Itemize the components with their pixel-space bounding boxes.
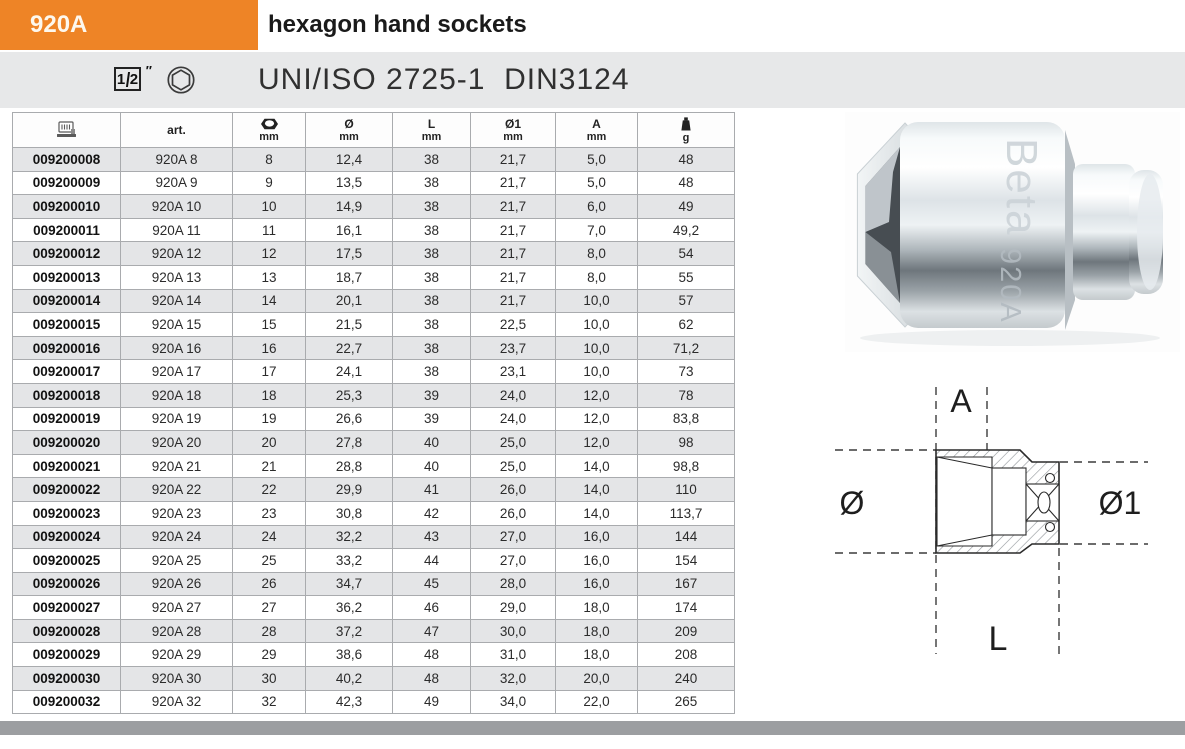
cell-diameter: 37,2 [306, 619, 393, 643]
cell-a: 14,0 [556, 454, 638, 478]
cell-diameter: 26,6 [306, 407, 393, 431]
cell-diameter1: 21,7 [471, 148, 556, 172]
cell-diameter1: 34,0 [471, 690, 556, 714]
barcode-icon [55, 121, 79, 138]
cell-a: 20,0 [556, 667, 638, 691]
table-row [13, 171, 735, 195]
cell-diameter: 22,7 [306, 336, 393, 360]
cell-size: 8 [233, 148, 306, 172]
cell-length: 38 [393, 171, 471, 195]
table-row [13, 407, 735, 431]
cell-diameter1: 27,0 [471, 525, 556, 549]
cell-code: 009200013 [13, 265, 121, 289]
cell-code: 009200029 [13, 643, 121, 667]
cell-size: 11 [233, 218, 306, 242]
cell-size: 17 [233, 360, 306, 384]
cell-diameter1: 21,7 [471, 289, 556, 313]
cell-a: 6,0 [556, 195, 638, 219]
cell-weight: 113,7 [638, 501, 735, 525]
table-row [13, 478, 735, 502]
cell-size: 26 [233, 572, 306, 596]
cell-code: 009200028 [13, 619, 121, 643]
cell-code: 009200026 [13, 572, 121, 596]
cell-diameter: 14,9 [306, 195, 393, 219]
cell-size: 10 [233, 195, 306, 219]
cell-a: 14,0 [556, 501, 638, 525]
cell-art: 920A 26 [121, 572, 233, 596]
cell-diameter: 33,2 [306, 549, 393, 573]
cell-code: 009200009 [13, 171, 121, 195]
cell-diameter: 24,1 [306, 360, 393, 384]
cell-weight: 98 [638, 431, 735, 455]
label-l: L [988, 620, 1008, 658]
cell-size: 18 [233, 383, 306, 407]
cell-art: 920A 21 [121, 454, 233, 478]
table-header [13, 113, 735, 148]
cell-weight: 71,2 [638, 336, 735, 360]
cell-weight: 174 [638, 596, 735, 620]
cell-length: 38 [393, 218, 471, 242]
cell-code: 009200025 [13, 549, 121, 573]
cell-code: 009200024 [13, 525, 121, 549]
column-header-diameter: Ø mm [306, 113, 393, 148]
cell-diameter1: 27,0 [471, 549, 556, 573]
cell-size: 15 [233, 313, 306, 337]
cell-a: 18,0 [556, 596, 638, 620]
cell-code: 009200032 [13, 690, 121, 714]
cell-art: 920A 24 [121, 525, 233, 549]
cell-art: 920A 10 [121, 195, 233, 219]
cell-a: 14,0 [556, 478, 638, 502]
page-title: hexagon hand sockets [268, 11, 527, 38]
cell-art: 920A 23 [121, 501, 233, 525]
cell-code: 009200018 [13, 383, 121, 407]
cell-diameter: 36,2 [306, 596, 393, 620]
hexagon-profile-icon [166, 65, 196, 95]
product-code-banner [0, 0, 258, 50]
table-row [13, 596, 735, 620]
cell-size: 9 [233, 171, 306, 195]
cell-code: 009200015 [13, 313, 121, 337]
cell-a: 10,0 [556, 336, 638, 360]
cell-a: 8,0 [556, 265, 638, 289]
cell-diameter: 17,5 [306, 242, 393, 266]
cell-weight: 49 [638, 195, 735, 219]
cell-a: 10,0 [556, 313, 638, 337]
column-header-diameter1: Ø1 mm [471, 113, 556, 148]
cell-diameter1: 21,7 [471, 242, 556, 266]
cell-a: 10,0 [556, 289, 638, 313]
cell-weight: 110 [638, 478, 735, 502]
cell-length: 40 [393, 454, 471, 478]
cell-weight: 49,2 [638, 218, 735, 242]
cell-size: 21 [233, 454, 306, 478]
cell-size: 30 [233, 667, 306, 691]
cell-a: 8,0 [556, 242, 638, 266]
cell-weight: 55 [638, 265, 735, 289]
cell-diameter1: 24,0 [471, 383, 556, 407]
table-row [13, 501, 735, 525]
cell-length: 38 [393, 313, 471, 337]
cell-code: 009200030 [13, 667, 121, 691]
cell-diameter: 34,7 [306, 572, 393, 596]
cell-length: 42 [393, 501, 471, 525]
product-photo [845, 112, 1180, 352]
cell-length: 39 [393, 407, 471, 431]
cell-art: 920A 28 [121, 619, 233, 643]
cell-size: 16 [233, 336, 306, 360]
cell-length: 48 [393, 667, 471, 691]
cell-size: 32 [233, 690, 306, 714]
cell-art: 920A 17 [121, 360, 233, 384]
footer-bar [0, 721, 1185, 735]
cell-a: 12,0 [556, 407, 638, 431]
column-header-length: L mm [393, 113, 471, 148]
cell-length: 39 [393, 383, 471, 407]
cell-diameter: 13,5 [306, 171, 393, 195]
cell-size: 22 [233, 478, 306, 502]
cell-art: 920A 12 [121, 242, 233, 266]
cell-length: 38 [393, 360, 471, 384]
label-d1: Ø1 [1098, 485, 1142, 521]
cell-diameter: 25,3 [306, 383, 393, 407]
cell-diameter1: 25,0 [471, 454, 556, 478]
fraction-bar [126, 72, 130, 87]
drive-numerator: 1 [116, 70, 126, 88]
cell-art: 920A 13 [121, 265, 233, 289]
socket-drive-end [1073, 164, 1135, 300]
cell-a: 5,0 [556, 148, 638, 172]
cell-size: 13 [233, 265, 306, 289]
cell-code: 009200010 [13, 195, 121, 219]
table-row [13, 383, 735, 407]
cell-weight: 54 [638, 242, 735, 266]
cell-diameter1: 31,0 [471, 643, 556, 667]
table-row [13, 336, 735, 360]
cell-length: 38 [393, 242, 471, 266]
cell-a: 18,0 [556, 643, 638, 667]
table-row [13, 313, 735, 337]
cell-code: 009200008 [13, 148, 121, 172]
cell-art: 920A 27 [121, 596, 233, 620]
spec-table [12, 112, 735, 714]
table-row [13, 525, 735, 549]
cell-length: 45 [393, 572, 471, 596]
column-header-a: A mm [556, 113, 638, 148]
cell-length: 38 [393, 195, 471, 219]
cell-a: 10,0 [556, 360, 638, 384]
table-row [13, 431, 735, 455]
hex-nut-icon [260, 118, 279, 130]
table-body [13, 148, 735, 714]
table-row [13, 360, 735, 384]
cell-a: 5,0 [556, 171, 638, 195]
cell-a: 12,0 [556, 383, 638, 407]
cell-diameter: 12,4 [306, 148, 393, 172]
table-row [13, 195, 735, 219]
cell-art: 920A 22 [121, 478, 233, 502]
table-row [13, 572, 735, 596]
cell-diameter1: 21,7 [471, 265, 556, 289]
cell-diameter1: 29,0 [471, 596, 556, 620]
cell-weight: 209 [638, 619, 735, 643]
cell-length: 49 [393, 690, 471, 714]
cell-length: 46 [393, 596, 471, 620]
cell-weight: 265 [638, 690, 735, 714]
engraving-brand: Beta [997, 138, 1046, 237]
cell-a: 22,0 [556, 690, 638, 714]
cell-weight: 83,8 [638, 407, 735, 431]
column-header-code [13, 113, 121, 148]
standards-text: UNI/ISO 2725-1 DIN3124 [258, 63, 630, 96]
table-row [13, 549, 735, 573]
cell-code: 009200020 [13, 431, 121, 455]
table-row [13, 265, 735, 289]
cell-diameter: 29,9 [306, 478, 393, 502]
cell-weight: 73 [638, 360, 735, 384]
table-row [13, 690, 735, 714]
cell-code: 009200016 [13, 336, 121, 360]
header-row [13, 113, 735, 148]
cell-diameter: 32,2 [306, 525, 393, 549]
cell-size: 27 [233, 596, 306, 620]
half-inch-drive-icon [114, 63, 152, 93]
cell-a: 16,0 [556, 525, 638, 549]
cell-a: 12,0 [556, 431, 638, 455]
cell-size: 25 [233, 549, 306, 573]
cell-diameter: 30,8 [306, 501, 393, 525]
cell-weight: 240 [638, 667, 735, 691]
cell-diameter: 21,5 [306, 313, 393, 337]
cell-diameter: 20,1 [306, 289, 393, 313]
cell-size: 20 [233, 431, 306, 455]
table-row [13, 667, 735, 691]
cell-size: 14 [233, 289, 306, 313]
cell-art: 920A 32 [121, 690, 233, 714]
cell-weight: 98,8 [638, 454, 735, 478]
cell-diameter1: 28,0 [471, 572, 556, 596]
cell-weight: 167 [638, 572, 735, 596]
cell-code: 009200014 [13, 289, 121, 313]
cell-diameter1: 24,0 [471, 407, 556, 431]
cell-length: 38 [393, 289, 471, 313]
cell-weight: 62 [638, 313, 735, 337]
cell-art: 920A 25 [121, 549, 233, 573]
cell-art: 920A 14 [121, 289, 233, 313]
cell-art: 920A 9 [121, 171, 233, 195]
cell-a: 16,0 [556, 572, 638, 596]
cell-diameter1: 23,7 [471, 336, 556, 360]
cell-code: 009200022 [13, 478, 121, 502]
cell-weight: 154 [638, 549, 735, 573]
table-row [13, 619, 735, 643]
column-header-art: art. [121, 113, 233, 148]
label-d: Ø [839, 485, 865, 521]
cell-length: 44 [393, 549, 471, 573]
dimension-drawing [830, 372, 1160, 682]
standards-bar [0, 52, 1185, 108]
engraving-model: 920A [994, 248, 1026, 324]
cell-art: 920A 30 [121, 667, 233, 691]
table-row [13, 643, 735, 667]
cell-length: 41 [393, 478, 471, 502]
inch-mark: ″ [145, 63, 152, 78]
cell-diameter1: 23,1 [471, 360, 556, 384]
table-row [13, 218, 735, 242]
cell-diameter1: 22,5 [471, 313, 556, 337]
cell-art: 920A 29 [121, 643, 233, 667]
cell-length: 40 [393, 431, 471, 455]
cell-diameter1: 30,0 [471, 619, 556, 643]
cell-length: 48 [393, 643, 471, 667]
cell-art: 920A 8 [121, 148, 233, 172]
cell-diameter1: 21,7 [471, 195, 556, 219]
cell-diameter: 40,2 [306, 667, 393, 691]
table-row [13, 242, 735, 266]
cell-weight: 144 [638, 525, 735, 549]
cell-code: 009200011 [13, 218, 121, 242]
product-code: 920A [30, 11, 88, 38]
table-row [13, 454, 735, 478]
cell-diameter: 16,1 [306, 218, 393, 242]
cell-diameter1: 25,0 [471, 431, 556, 455]
cell-size: 28 [233, 619, 306, 643]
cell-code: 009200023 [13, 501, 121, 525]
cell-diameter: 42,3 [306, 690, 393, 714]
cell-weight: 48 [638, 171, 735, 195]
weight-icon [681, 117, 691, 131]
cell-length: 38 [393, 265, 471, 289]
cell-art: 920A 20 [121, 431, 233, 455]
cell-code: 009200019 [13, 407, 121, 431]
cell-a: 18,0 [556, 619, 638, 643]
cell-length: 38 [393, 336, 471, 360]
cell-length: 43 [393, 525, 471, 549]
cell-size: 23 [233, 501, 306, 525]
cell-a: 7,0 [556, 218, 638, 242]
cell-code: 009200017 [13, 360, 121, 384]
cell-diameter: 27,8 [306, 431, 393, 455]
cell-art: 920A 16 [121, 336, 233, 360]
column-header-size: mm [233, 113, 306, 148]
column-header-weight: g [638, 113, 735, 148]
drive-denominator: 2 [129, 70, 139, 88]
cell-size: 29 [233, 643, 306, 667]
cell-diameter1: 21,7 [471, 218, 556, 242]
table-row [13, 289, 735, 313]
cell-diameter: 38,6 [306, 643, 393, 667]
cell-diameter: 28,8 [306, 454, 393, 478]
cell-a: 16,0 [556, 549, 638, 573]
cell-weight: 208 [638, 643, 735, 667]
cell-length: 38 [393, 148, 471, 172]
cell-diameter1: 21,7 [471, 171, 556, 195]
cell-diameter1: 32,0 [471, 667, 556, 691]
label-a: A [950, 383, 972, 419]
cell-weight: 57 [638, 289, 735, 313]
cell-art: 920A 18 [121, 383, 233, 407]
cell-weight: 78 [638, 383, 735, 407]
cell-art: 920A 19 [121, 407, 233, 431]
cell-size: 19 [233, 407, 306, 431]
cell-code: 009200021 [13, 454, 121, 478]
cell-code: 009200027 [13, 596, 121, 620]
cell-size: 24 [233, 525, 306, 549]
cell-size: 12 [233, 242, 306, 266]
table-row [13, 148, 735, 172]
cell-diameter1: 26,0 [471, 478, 556, 502]
cell-code: 009200012 [13, 242, 121, 266]
cell-length: 47 [393, 619, 471, 643]
cell-diameter: 18,7 [306, 265, 393, 289]
cell-art: 920A 11 [121, 218, 233, 242]
cell-weight: 48 [638, 148, 735, 172]
cell-diameter1: 26,0 [471, 501, 556, 525]
cell-art: 920A 15 [121, 313, 233, 337]
